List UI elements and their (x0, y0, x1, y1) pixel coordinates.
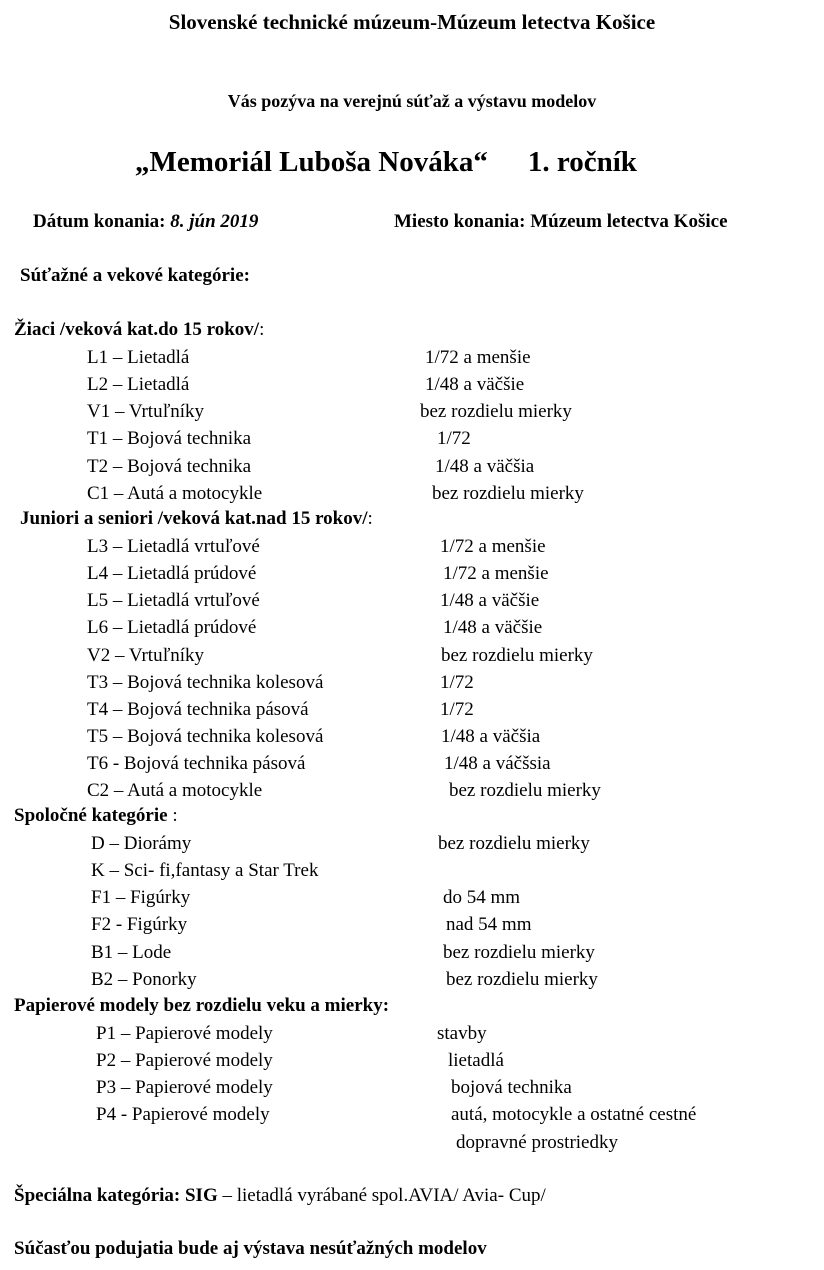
category-code: D – Diorámy (91, 833, 192, 855)
category-code: B1 – Lode (91, 941, 172, 963)
category-scale: 1/72 (440, 698, 474, 720)
category-scale: 1/72 (437, 428, 471, 450)
category-code: V2 – Vrtuľníky (87, 644, 205, 666)
category-code: L1 – Lietadlá (87, 347, 190, 369)
group-title (14, 806, 178, 825)
date-value: 8. jún 2019 (170, 211, 259, 232)
category-code: V1 – Vrtuľníky (87, 401, 205, 423)
category-code: T2 – Bojová technika (87, 455, 252, 477)
category-code: T1 – Bojová technika (87, 428, 252, 450)
category-scale: bez rozdielu mierky (449, 780, 601, 801)
category-scale: lietadlá (448, 1050, 504, 1072)
category-scale: 1/72 (440, 671, 474, 693)
category-code: L2 – Lietadlá (87, 374, 190, 396)
category-scale: 1/48 a väčšia (441, 725, 541, 747)
category-scale: stavby (437, 1023, 487, 1045)
categories-heading: Súťažné a vekové kategórie: (20, 265, 250, 286)
category-scale: dopravné prostriedky (456, 1131, 618, 1153)
category-code: B2 – Ponorky (91, 968, 197, 990)
group-title-text: Papierové modely bez rozdielu veku a mierky: (14, 995, 390, 1016)
category-code: P1 – Papierové modely (96, 1023, 273, 1045)
category-scale: bez rozdielu mierky (446, 968, 598, 990)
category-scale: 1/72 a menšie (440, 536, 546, 558)
category-scale: nad 54 mm (446, 914, 532, 936)
group-title-text: Juniori a seniori /veková kat.nad 15 rokov/ (20, 508, 368, 529)
group-title-suffix: : (167, 805, 178, 826)
category-scale: 1/48 a váčšsia (444, 752, 551, 774)
place-value: Múzeum letectva Košice (530, 211, 728, 232)
category-code: F1 – Figúrky (91, 887, 191, 909)
category-code: T6 - Bojová technika pásová (87, 752, 306, 774)
category-scale: 1/72 a menšie (425, 347, 531, 369)
category-scale: bez rozdielu mierky (441, 644, 593, 666)
category-scale: 1/48 a väčšia (435, 455, 535, 477)
group-title (20, 509, 373, 528)
category-code: C1 – Autá a motocykle (87, 482, 263, 504)
category-code: L4 – Lietadlá prúdové (87, 563, 257, 585)
special-label: Špeciálna kategória: SIG (14, 1185, 218, 1206)
category-code: L3 – Lietadlá vrtuľové (87, 536, 260, 558)
category-scale: 1/48 a väčšie (425, 374, 525, 396)
category-scale: autá, motocykle a ostatné cestné (451, 1104, 697, 1126)
event-name: „Memoriál Luboša Nováka“ (135, 146, 488, 178)
invitation-line: Vás pozýva na verejnú súťaž a výstavu modelov (227, 91, 597, 111)
date-label: Dátum konania: (33, 211, 166, 232)
category-scale: bez rozdielu mierky (443, 941, 595, 963)
group-title (14, 996, 389, 1015)
category-code: K – Sci- fi,fantasy a Star Trek (91, 860, 319, 882)
event-title (135, 148, 637, 177)
footer-note: Súčasťou podujatia bude aj výstava nesúťažných modelov (14, 1238, 487, 1259)
category-scale: bojová technika (451, 1077, 572, 1099)
place-label: Miesto konania: (394, 211, 526, 232)
special-category (14, 1186, 546, 1205)
group-title-suffix: : (367, 508, 373, 529)
category-code: C2 – Autá a motocykle (87, 780, 263, 801)
group-title (14, 320, 264, 339)
group-title-text: Žiaci /veková kat.do 15 rokov/ (14, 319, 260, 340)
event-date (33, 212, 258, 231)
category-code: F2 - Figúrky (91, 914, 188, 936)
category-scale: do 54 mm (443, 887, 521, 909)
category-code: T3 – Bojová technika kolesová (87, 671, 324, 693)
museum-title: Slovenské technické múzeum-Múzeum letectva Košice (168, 10, 656, 34)
category-scale: 1/72 a menšie (443, 563, 549, 585)
category-scale: 1/48 a väčšie (440, 590, 540, 612)
category-scale: bez rozdielu mierky (432, 482, 584, 504)
category-scale: bez rozdielu mierky (438, 833, 590, 855)
edition: 1. ročník (527, 146, 637, 178)
category-code: L6 – Lietadlá prúdové (87, 617, 257, 639)
category-code: P4 - Papierové modely (96, 1104, 270, 1126)
category-code: T5 – Bojová technika kolesová (87, 725, 324, 747)
category-code: T4 – Bojová technika pásová (87, 698, 309, 720)
special-text: – lietadlá vyrábané spol.AVIA/ Avia- Cup/ (217, 1185, 546, 1206)
group-title-text: Spoločné kategórie (14, 805, 168, 826)
group-title-suffix: : (259, 319, 265, 340)
event-place (394, 212, 728, 231)
category-code: P2 – Papierové modely (96, 1050, 273, 1072)
category-code: L5 – Lietadlá vrtuľové (87, 590, 260, 612)
category-scale: 1/48 a väčšie (443, 617, 543, 639)
category-code: P3 – Papierové modely (96, 1077, 273, 1099)
category-scale: bez rozdielu mierky (420, 401, 572, 423)
